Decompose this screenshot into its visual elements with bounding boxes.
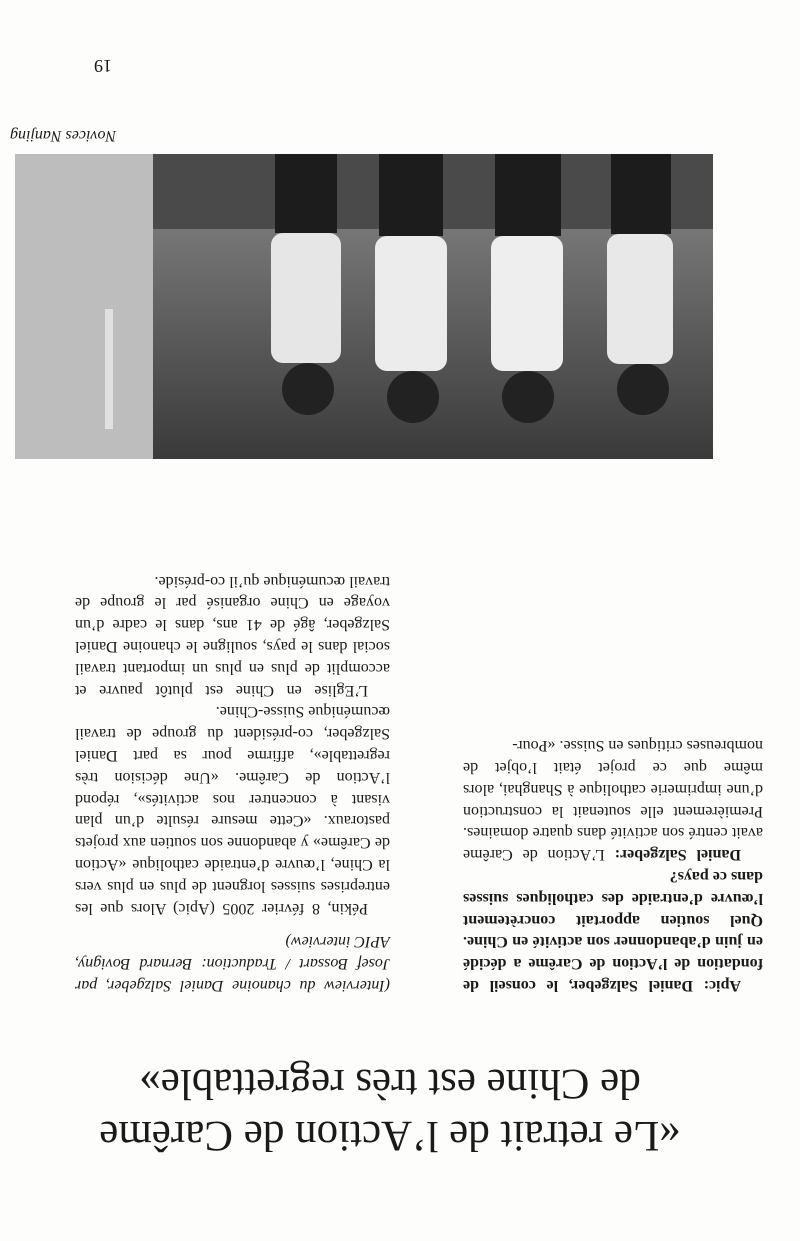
answer-text: L’Action de Carême avait centré son activité dans quatre domaines. Premièrement elle soutenait la construction d’une imprimerie catholique à Shanghai, alors même que ce projet était l’objet de nombreuses critiques en Suisse. «Pour- <box>462 737 763 864</box>
photo-illustration <box>15 154 713 459</box>
article-intro: (Interview du chanoine Daniel Salzgeber, par Josef Bossart / Traduction: Bernard Bovigny, APIC interview) <box>75 933 390 994</box>
interview-question: Apic: Daniel Salzgeber, le conseil de fondation de l’Action de Carême a décidé en juin d’abandonner son activité en Chine. Quel soutien apportait concrètement l’œuvre d’entraide des catholiques suisses dans ce pays? <box>463 868 763 994</box>
text-column-right <box>463 734 763 996</box>
text-column-left <box>75 570 390 996</box>
paragraph-1: Pékin, 8 février 2005 (Apic) Alors que les entreprises suisses lorgnent de plus en plus vers la Chine, l’œuvre d’entraide catholique «Action de Carême» y abandonne son soutien aux projets pastoraux. «Cette mesure résulte d’un plan visant à concentrer nos activités», répond l’Action de Carême. «Une décision très regrettable», affirme pour sa part Daniel Salzgeber, co-président du groupe de travail œcuménique Suisse-Chine. <box>75 703 390 917</box>
title-line-2: de Chine est très regrettable» <box>139 1060 641 1107</box>
interview-answer <box>463 734 763 865</box>
page-number: 19 <box>94 56 112 76</box>
title-line-1: «Le retrait de l’Action de Carême <box>99 1112 681 1159</box>
answer-speaker: Daniel Salzgeber: <box>614 846 741 864</box>
photo-caption: Novices Nanjing <box>10 127 117 144</box>
novices-photo <box>15 154 713 459</box>
article-title <box>40 1057 740 1161</box>
paragraph-2: L’Eglise en Chine est plutôt pauvre et accomplit de plus en plus un important travail social dans le pays, souligne le chanoine Daniel Salzgeber, âgé de 41 ans, dans le cadre d’un voyage en Chine organisé par le groupe de travail œcuménique qu’il co-préside. <box>75 572 390 699</box>
